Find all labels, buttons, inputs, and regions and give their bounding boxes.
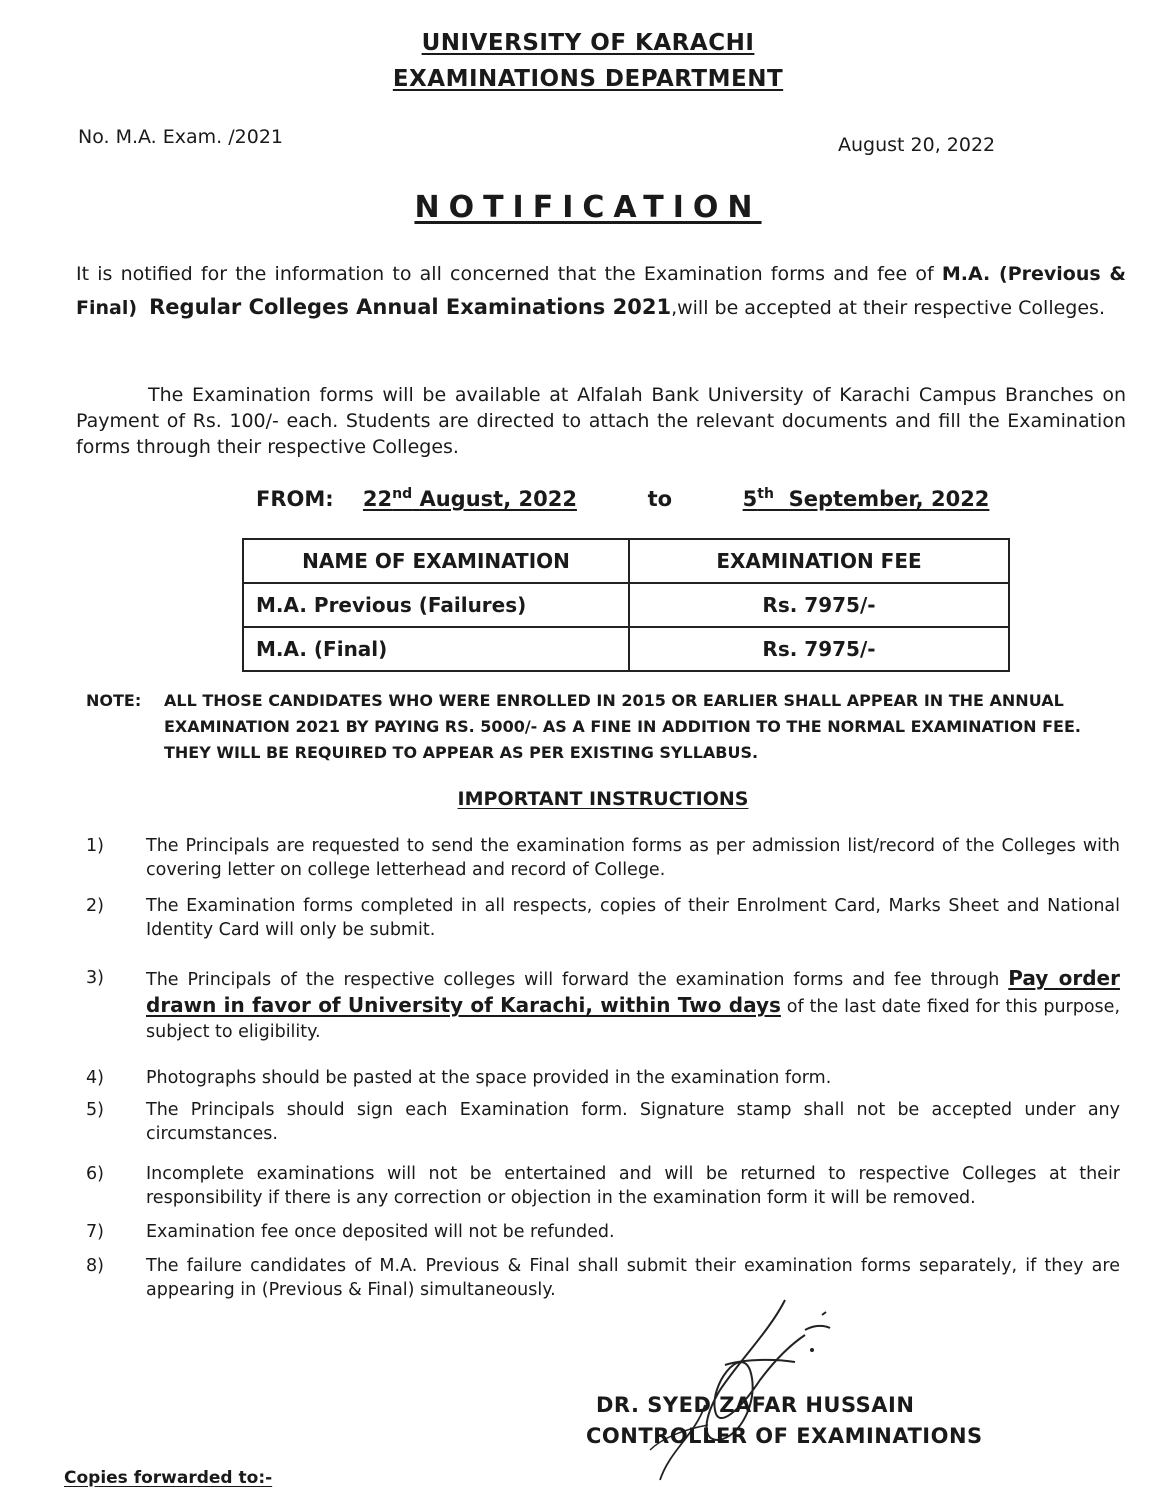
department-name: EXAMINATIONS DEPARTMENT (392, 66, 784, 92)
schedule-line: FROM: 22nd August, 2022 to 5th September, 2022 (256, 486, 990, 511)
signatory-title: CONTROLLER OF EXAMINATIONS (586, 1424, 983, 1448)
exam-fee-cell: Rs. 7975/- (629, 627, 1009, 671)
table-header-row (243, 539, 1009, 583)
page-title: NOTIFICATION (414, 190, 762, 225)
emphasized-text: Pay order drawn in favor of University of Karachi, within Two days (146, 966, 1120, 1017)
table-row (243, 627, 1009, 671)
fee-table (242, 538, 1010, 672)
notice-date: August 20, 2022 (838, 134, 996, 156)
reference-number: No. M.A. Exam. /2021 (78, 126, 283, 148)
intro-paragraph: It is notified for the information to all concerned that the Examination forms and fee of M.A. (Previous & Final) Regular Colleges Annual Examinations 2021,will be accepted at their respective Colleges. (76, 263, 1126, 319)
exam-fee-cell: Rs. 7975/- (629, 583, 1009, 627)
table-row (243, 583, 1009, 627)
forms-paragraph: The Examination forms will be available at Alfalah Bank University of Karachi Campus Branches on Payment of Rs. 100/- each. Students are directed to attach the relevant documents and fill the Examination forms through their respective Colleges. (76, 384, 1126, 458)
column-header: NAME OF EXAMINATION (243, 539, 629, 583)
note-text: ALL THOSE CANDIDATES WHO WERE ENROLLED IN 2015 OR EARLIER SHALL APPEAR IN THE ANNUAL EXAMINATION 2021 BY PAYING RS. 5000/- AS A FINE IN ADDITION TO THE NORMAL EXAMINATION FEE. THEY WILL BE REQUIRED TO APPEAR AS PER EXISTING SYLLABUS. (164, 691, 1081, 762)
copies-forwarded: Copies forwarded to:- (64, 1468, 273, 1488)
university-name: UNIVERSITY OF KARACHI (421, 30, 755, 56)
note-label: NOTE: (86, 691, 142, 710)
instructions-heading: IMPORTANT INSTRUCTIONS (457, 788, 749, 810)
exam-name-cell: M.A. (Final) (243, 627, 629, 671)
handwritten-signature (600, 1290, 860, 1490)
signatory-name: DR. SYED ZAFAR HUSSAIN (596, 1393, 915, 1417)
column-header: EXAMINATION FEE (629, 539, 1009, 583)
exam-name-cell: M.A. Previous (Failures) (243, 583, 629, 627)
